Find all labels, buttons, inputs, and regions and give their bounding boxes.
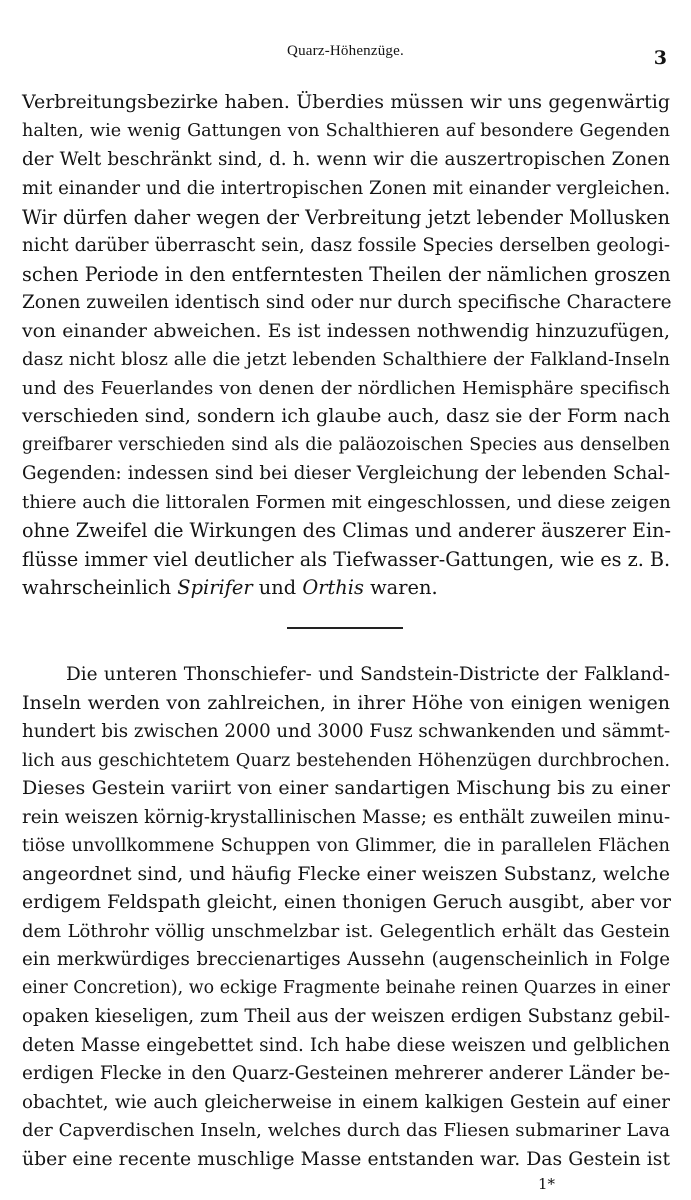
signature-mark: 1* (537, 1175, 555, 1193)
text-line: erdigen Flecke in den Quarz-Gesteinen mehrerer anderer Länder be- (22, 1063, 670, 1084)
text-line: angeordnet sind, und häufig Flecke einer weiszen Substanz, welche (22, 864, 670, 885)
page-header (0, 43, 691, 73)
text-line: Die unteren Thonschiefer- und Sandstein-Districte der Falkland- (66, 664, 670, 685)
text-line: der Welt beschränkt sind, d. h. wenn wir die auszertropischen Zonen (22, 149, 670, 170)
running-head: Quarz-Höhenzüge. (287, 43, 404, 59)
text-line: Gegenden: indessen sind bei dieser Vergleichung der lebenden Schal- (22, 463, 670, 484)
text-line: nicht darüber überrascht sein, dasz fossile Species derselben geologi- (22, 235, 670, 256)
page-number: 3 (653, 47, 667, 69)
section-divider (287, 627, 403, 629)
italic-genus-name: Orthis (302, 576, 364, 599)
text-line: flüsse immer viel deutlicher als Tiefwasser-Gattungen, wie es z. B. (22, 548, 671, 571)
text-line: und des Feuerlandes von denen der nördlichen Hemisphäre specifisch (22, 378, 670, 399)
text-line: Inseln werden von zahlreichen, in ihrer Höhe von einigen wenigen (22, 692, 670, 714)
text-line: Dieses Gestein variirt von einer sandartigen Mischung bis zu einer (22, 777, 670, 799)
text-line: greifbarer verschieden sind als die paläozoischen Species aus denselben (22, 435, 670, 455)
text-line: thiere auch die littoralen Formen mit eingeschlossen, und diese zeigen (22, 492, 671, 513)
text-line: mit einander und die intertropischen Zonen mit einander vergleichen. (22, 178, 671, 199)
text-line: obachtet, wie auch gleicherweise in einem kalkigen Gestein auf einer (22, 1092, 670, 1113)
text-line: ohne Zweifel die Wirkungen des Climas und anderer äuszerer Ein- (22, 519, 672, 542)
text-line: opaken kieseligen, zum Theil aus der weiszen erdigen Substanz gebil- (22, 1006, 670, 1027)
text-line-last (22, 573, 670, 602)
text-run: und (252, 576, 303, 599)
italic-genus-name: Spirifer (177, 576, 253, 599)
text-line: über eine recente muschlige Masse entstanden war. Das Gestein ist (22, 1149, 670, 1170)
text-line: verschieden sind, sondern ich glaube auch, dasz sie der Form nach (22, 405, 671, 427)
text-line: rein weiszen körnig-krystallinischen Masse; es enthält zuweilen minu- (22, 807, 671, 828)
text-line: Verbreitungsbezirke haben. Überdies müssen wir uns gegenwärtig (22, 91, 670, 113)
text-line: tiöse unvollkommene Schuppen von Glimmer, die in parallelen Flächen (22, 835, 670, 856)
text-line: halten, wie wenig Gattungen von Schalthieren auf besondere Gegenden (22, 121, 670, 141)
text-line: lich aus geschichtetem Quarz bestehenden Höhenzügen durchbrochen. (22, 750, 670, 771)
text-line: hundert bis zwischen 2000 und 3000 Fusz schwankenden und sämmt- (22, 721, 671, 742)
text-line: einer Concretion), wo eckige Fragmente beinahe reinen Quarzes in einer (22, 978, 670, 998)
text-line: Wir dürfen daher wegen der Verbreitung jetzt lebender Mollusken (22, 206, 670, 229)
text-line: deten Masse eingebettet sind. Ich habe diese weiszen und gelblichen (22, 1035, 670, 1056)
text-line: ein merkwürdiges breccienartiges Aussehn (augenscheinlich in Folge (22, 949, 670, 970)
text-line: der Capverdischen Inseln, welches durch das Fliesen submariner Lava (22, 1120, 670, 1141)
text-run: waren. (363, 576, 438, 599)
text-line: erdigem Feldspath gleicht, einen thonigen Geruch ausgibt, aber vor (22, 892, 671, 913)
text-line: dasz nicht blosz alle die jetzt lebenden Schalthiere der Falkland-Inseln (22, 349, 670, 370)
text-line: dem Löthrohr völlig unschmelzbar ist. Gelegentlich erhält das Gestein (22, 921, 670, 942)
text-line: schen Periode in den entferntesten Theilen der nämlichen groszen (22, 263, 671, 286)
text-line: Zonen zuweilen identisch sind oder nur durch specifische Charactere (22, 292, 672, 313)
text-line: von einander abweichen. Es ist indessen nothwendig hinzuzufügen, (22, 321, 670, 342)
text-run: wahrscheinlich (22, 576, 178, 599)
